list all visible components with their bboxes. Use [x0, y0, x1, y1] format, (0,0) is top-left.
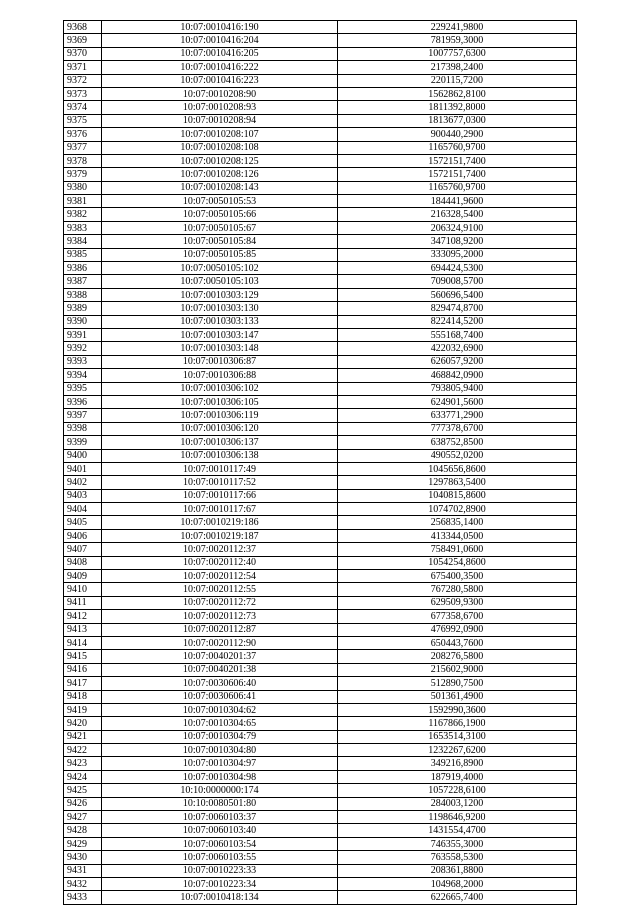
- table-row: [64, 797, 577, 810]
- cadastral-value: 206324,9100: [338, 221, 577, 234]
- row-number: 9422: [64, 744, 102, 757]
- table-row: [64, 570, 577, 583]
- cadastral-value: 1572151,7400: [338, 154, 577, 167]
- cadastral-number: 10:07:0010208:93: [102, 101, 338, 114]
- table-row: [64, 556, 577, 569]
- table-row: [64, 476, 577, 489]
- row-number: 9401: [64, 462, 102, 475]
- table-row: [64, 154, 577, 167]
- cadastral-value: 1232267,6200: [338, 744, 577, 757]
- cadastral-value: 217398,2400: [338, 61, 577, 74]
- table-row: [64, 141, 577, 154]
- row-number: 9368: [64, 21, 102, 34]
- table-row: [64, 101, 577, 114]
- cadastral-value: 468842,0900: [338, 369, 577, 382]
- cadastral-number: 10:07:0010208:126: [102, 168, 338, 181]
- row-number: 9379: [64, 168, 102, 181]
- row-number: 9393: [64, 355, 102, 368]
- row-number: 9414: [64, 636, 102, 649]
- row-number: 9408: [64, 556, 102, 569]
- cadastral-value: 413344,0500: [338, 529, 577, 542]
- cadastral-number: 10:07:0010208:125: [102, 154, 338, 167]
- table-row: [64, 529, 577, 542]
- cadastral-value: 829474,8700: [338, 302, 577, 315]
- row-number: 9427: [64, 811, 102, 824]
- cadastral-number: 10:07:0020112:37: [102, 543, 338, 556]
- table-row: [64, 677, 577, 690]
- cadastral-value: 512890,7500: [338, 677, 577, 690]
- table-row: [64, 275, 577, 288]
- table-row: [64, 328, 577, 341]
- cadastral-value: 256835,1400: [338, 516, 577, 529]
- table-row: [64, 21, 577, 34]
- cadastral-number: 10:07:0020112:90: [102, 636, 338, 649]
- table-row: [64, 74, 577, 87]
- cadastral-number: 10:07:0060103:37: [102, 811, 338, 824]
- row-number: 9385: [64, 248, 102, 261]
- cadastral-number: 10:10:0080501:80: [102, 797, 338, 810]
- cadastral-number: 10:07:0010303:129: [102, 288, 338, 301]
- row-number: 9397: [64, 409, 102, 422]
- cadastral-number: 10:07:0020112:73: [102, 610, 338, 623]
- row-number: 9410: [64, 583, 102, 596]
- row-number: 9375: [64, 114, 102, 127]
- cadastral-value: 347108,9200: [338, 235, 577, 248]
- cadastral-number: 10:07:0010304:98: [102, 770, 338, 783]
- table-row: [64, 583, 577, 596]
- table-body: [64, 21, 577, 905]
- cadastral-value-table: [63, 20, 577, 905]
- cadastral-number: 10:07:0010304:62: [102, 703, 338, 716]
- table-row: [64, 208, 577, 221]
- table-row: [64, 824, 577, 837]
- cadastral-number: 10:07:0050105:66: [102, 208, 338, 221]
- cadastral-number: 10:07:0010416:222: [102, 61, 338, 74]
- cadastral-number: 10:07:0060103:40: [102, 824, 338, 837]
- cadastral-value: 675400,3500: [338, 570, 577, 583]
- row-number: 9424: [64, 770, 102, 783]
- cadastral-value: 1592990,3600: [338, 703, 577, 716]
- table-row: [64, 87, 577, 100]
- row-number: 9423: [64, 757, 102, 770]
- cadastral-number: 10:07:0020112:72: [102, 596, 338, 609]
- row-number: 9425: [64, 784, 102, 797]
- table-row: [64, 770, 577, 783]
- row-number: 9384: [64, 235, 102, 248]
- cadastral-number: 10:07:0050105:67: [102, 221, 338, 234]
- cadastral-value: 633771,2900: [338, 409, 577, 422]
- cadastral-value: 187919,4000: [338, 770, 577, 783]
- row-number: 9386: [64, 262, 102, 275]
- cadastral-value: 900440,2900: [338, 128, 577, 141]
- row-number: 9429: [64, 837, 102, 850]
- row-number: 9398: [64, 422, 102, 435]
- row-number: 9405: [64, 516, 102, 529]
- table-row: [64, 422, 577, 435]
- cadastral-value: 555168,7400: [338, 328, 577, 341]
- cadastral-number: 10:07:0010303:130: [102, 302, 338, 315]
- row-number: 9373: [64, 87, 102, 100]
- cadastral-value: 1165760,9700: [338, 141, 577, 154]
- table-row: [64, 114, 577, 127]
- cadastral-value: 758491,0600: [338, 543, 577, 556]
- cadastral-number: 10:07:0010208:94: [102, 114, 338, 127]
- row-number: 9409: [64, 570, 102, 583]
- table-row: [64, 543, 577, 556]
- row-number: 9374: [64, 101, 102, 114]
- table-row: [64, 503, 577, 516]
- row-number: 9391: [64, 328, 102, 341]
- cadastral-value: 1040815,8600: [338, 489, 577, 502]
- cadastral-number: 10:07:0020112:87: [102, 623, 338, 636]
- row-number: 9411: [64, 596, 102, 609]
- table-row: [64, 489, 577, 502]
- row-number: 9388: [64, 288, 102, 301]
- cadastral-number: 10:07:0010117:49: [102, 462, 338, 475]
- table-row: [64, 195, 577, 208]
- cadastral-number: 10:07:0010306:87: [102, 355, 338, 368]
- cadastral-number: 10:07:0050105:53: [102, 195, 338, 208]
- table-row: [64, 703, 577, 716]
- cadastral-value: 1057228,6100: [338, 784, 577, 797]
- cadastral-value: 793805,9400: [338, 382, 577, 395]
- cadastral-number: 10:07:0010304:79: [102, 730, 338, 743]
- row-number: 9371: [64, 61, 102, 74]
- cadastral-number: 10:07:0050105:102: [102, 262, 338, 275]
- cadastral-value: 1054254,8600: [338, 556, 577, 569]
- table-row: [64, 744, 577, 757]
- row-number: 9417: [64, 677, 102, 690]
- table-row: [64, 623, 577, 636]
- row-number: 9372: [64, 74, 102, 87]
- cadastral-value: 781959,3000: [338, 34, 577, 47]
- cadastral-value: 694424,5300: [338, 262, 577, 275]
- cadastral-value: 1562862,8100: [338, 87, 577, 100]
- cadastral-value: 624901,5600: [338, 395, 577, 408]
- table-row: [64, 395, 577, 408]
- cadastral-value: 767280,5800: [338, 583, 577, 596]
- table-row: [64, 837, 577, 850]
- row-number: 9433: [64, 891, 102, 904]
- cadastral-number: 10:07:0010304:80: [102, 744, 338, 757]
- cadastral-number: 10:07:0010306:119: [102, 409, 338, 422]
- cadastral-number: 10:07:0060103:55: [102, 851, 338, 864]
- table-row: [64, 610, 577, 623]
- cadastral-number: 10:07:0010303:133: [102, 315, 338, 328]
- cadastral-number: 10:07:0060103:54: [102, 837, 338, 850]
- cadastral-value: 1167866,1900: [338, 717, 577, 730]
- row-number: 9419: [64, 703, 102, 716]
- cadastral-value: 777378,6700: [338, 422, 577, 435]
- cadastral-number: 10:07:0010416:223: [102, 74, 338, 87]
- row-number: 9390: [64, 315, 102, 328]
- cadastral-number: 10:07:0010416:190: [102, 21, 338, 34]
- cadastral-value: 349216,8900: [338, 757, 577, 770]
- cadastral-value: 560696,5400: [338, 288, 577, 301]
- cadastral-value: 215602,9000: [338, 663, 577, 676]
- row-number: 9404: [64, 503, 102, 516]
- cadastral-value: 1653514,3100: [338, 730, 577, 743]
- table-row: [64, 717, 577, 730]
- row-number: 9387: [64, 275, 102, 288]
- cadastral-number: 10:07:0020112:54: [102, 570, 338, 583]
- cadastral-value: 709008,5700: [338, 275, 577, 288]
- table-row: [64, 382, 577, 395]
- table-row: [64, 235, 577, 248]
- row-number: 9377: [64, 141, 102, 154]
- table-row: [64, 436, 577, 449]
- table-row: [64, 462, 577, 475]
- row-number: 9407: [64, 543, 102, 556]
- cadastral-number: 10:07:0010223:33: [102, 864, 338, 877]
- row-number: 9395: [64, 382, 102, 395]
- cadastral-number: 10:07:0010304:97: [102, 757, 338, 770]
- cadastral-value: 422032,6900: [338, 342, 577, 355]
- table-row: [64, 342, 577, 355]
- table-row: [64, 409, 577, 422]
- cadastral-value: 746355,3000: [338, 837, 577, 850]
- table-row: [64, 784, 577, 797]
- table-row: [64, 650, 577, 663]
- row-number: 9376: [64, 128, 102, 141]
- row-number: 9431: [64, 864, 102, 877]
- cadastral-number: 10:07:0010208:108: [102, 141, 338, 154]
- row-number: 9369: [64, 34, 102, 47]
- row-number: 9416: [64, 663, 102, 676]
- cadastral-number: 10:07:0030606:40: [102, 677, 338, 690]
- table-row: [64, 248, 577, 261]
- cadastral-value: 229241,9800: [338, 21, 577, 34]
- cadastral-value: 622665,7400: [338, 891, 577, 904]
- row-number: 9392: [64, 342, 102, 355]
- table-row: [64, 891, 577, 904]
- cadastral-number: 10:07:0010219:186: [102, 516, 338, 529]
- cadastral-number: 10:07:0040201:37: [102, 650, 338, 663]
- cadastral-number: 10:07:0020112:40: [102, 556, 338, 569]
- cadastral-value: 104968,2000: [338, 878, 577, 891]
- table-row: [64, 369, 577, 382]
- row-number: 9432: [64, 878, 102, 891]
- table-row: [64, 811, 577, 824]
- table-row: [64, 449, 577, 462]
- row-number: 9420: [64, 717, 102, 730]
- table-row: [64, 168, 577, 181]
- cadastral-number: 10:07:0010418:134: [102, 891, 338, 904]
- table-row: [64, 636, 577, 649]
- cadastral-value: 284003,1200: [338, 797, 577, 810]
- cadastral-number: 10:10:0000000:174: [102, 784, 338, 797]
- cadastral-number: 10:07:0010117:66: [102, 489, 338, 502]
- cadastral-value: 490552,0200: [338, 449, 577, 462]
- cadastral-number: 10:07:0010416:205: [102, 47, 338, 60]
- row-number: 9418: [64, 690, 102, 703]
- row-number: 9415: [64, 650, 102, 663]
- cadastral-number: 10:07:0050105:84: [102, 235, 338, 248]
- cadastral-value: 184441,9600: [338, 195, 577, 208]
- table-row: [64, 221, 577, 234]
- cadastral-value: 220115,7200: [338, 74, 577, 87]
- table-row: [64, 262, 577, 275]
- cadastral-value: 216328,5400: [338, 208, 577, 221]
- table-row: [64, 864, 577, 877]
- row-number: 9382: [64, 208, 102, 221]
- table-row: [64, 757, 577, 770]
- cadastral-value: 638752,8500: [338, 436, 577, 449]
- cadastral-number: 10:07:0010303:147: [102, 328, 338, 341]
- row-number: 9389: [64, 302, 102, 315]
- row-number: 9381: [64, 195, 102, 208]
- table-row: [64, 730, 577, 743]
- cadastral-number: 10:07:0010306:138: [102, 449, 338, 462]
- table-row: [64, 878, 577, 891]
- cadastral-value: 822414,5200: [338, 315, 577, 328]
- cadastral-value: 208361,8800: [338, 864, 577, 877]
- cadastral-number: 10:07:0040201:38: [102, 663, 338, 676]
- row-number: 9402: [64, 476, 102, 489]
- row-number: 9403: [64, 489, 102, 502]
- table-row: [64, 61, 577, 74]
- cadastral-value: 1198646,9200: [338, 811, 577, 824]
- row-number: 9370: [64, 47, 102, 60]
- table-row: [64, 302, 577, 315]
- cadastral-value: 677358,6700: [338, 610, 577, 623]
- row-number: 9399: [64, 436, 102, 449]
- cadastral-number: 10:07:0010208:143: [102, 181, 338, 194]
- cadastral-number: 10:07:0010219:187: [102, 529, 338, 542]
- table-row: [64, 315, 577, 328]
- cadastral-value: 1045656,8600: [338, 462, 577, 475]
- row-number: 9400: [64, 449, 102, 462]
- row-number: 9430: [64, 851, 102, 864]
- row-number: 9426: [64, 797, 102, 810]
- cadastral-value: 626057,9200: [338, 355, 577, 368]
- cadastral-value: 1813677,0300: [338, 114, 577, 127]
- cadastral-value: 650443,7600: [338, 636, 577, 649]
- cadastral-value: 501361,4900: [338, 690, 577, 703]
- row-number: 9413: [64, 623, 102, 636]
- cadastral-number: 10:07:0010304:65: [102, 717, 338, 730]
- cadastral-number: 10:07:0010306:105: [102, 395, 338, 408]
- table-row: [64, 596, 577, 609]
- cadastral-value: 1074702,8900: [338, 503, 577, 516]
- cadastral-number: 10:07:0050105:103: [102, 275, 338, 288]
- table-row: [64, 34, 577, 47]
- cadastral-number: 10:07:0010208:107: [102, 128, 338, 141]
- row-number: 9396: [64, 395, 102, 408]
- cadastral-value: 1572151,7400: [338, 168, 577, 181]
- table-row: [64, 128, 577, 141]
- cadastral-value: 1431554,4700: [338, 824, 577, 837]
- table-row: [64, 516, 577, 529]
- cadastral-value: 1297863,5400: [338, 476, 577, 489]
- cadastral-number: 10:07:0010306:120: [102, 422, 338, 435]
- table-row: [64, 288, 577, 301]
- table-row: [64, 355, 577, 368]
- row-number: 9412: [64, 610, 102, 623]
- cadastral-number: 10:07:0010117:52: [102, 476, 338, 489]
- cadastral-value: 208276,5800: [338, 650, 577, 663]
- cadastral-value: 1165760,9700: [338, 181, 577, 194]
- cadastral-number: 10:07:0010223:34: [102, 878, 338, 891]
- cadastral-number: 10:07:0020112:55: [102, 583, 338, 596]
- row-number: 9406: [64, 529, 102, 542]
- cadastral-number: 10:07:0010306:88: [102, 369, 338, 382]
- cadastral-number: 10:07:0010416:204: [102, 34, 338, 47]
- table-row: [64, 181, 577, 194]
- row-number: 9380: [64, 181, 102, 194]
- cadastral-value: 1007757,6300: [338, 47, 577, 60]
- cadastral-value: 763558,5300: [338, 851, 577, 864]
- row-number: 9421: [64, 730, 102, 743]
- cadastral-number: 10:07:0050105:85: [102, 248, 338, 261]
- cadastral-number: 10:07:0030606:41: [102, 690, 338, 703]
- cadastral-value: 629509,9300: [338, 596, 577, 609]
- table-row: [64, 47, 577, 60]
- cadastral-number: 10:07:0010306:137: [102, 436, 338, 449]
- cadastral-number: 10:07:0010117:67: [102, 503, 338, 516]
- cadastral-number: 10:07:0010208:90: [102, 87, 338, 100]
- row-number: 9394: [64, 369, 102, 382]
- table-row: [64, 663, 577, 676]
- table-row: [64, 690, 577, 703]
- cadastral-number: 10:07:0010306:102: [102, 382, 338, 395]
- row-number: 9383: [64, 221, 102, 234]
- table-row: [64, 851, 577, 864]
- cadastral-value: 476992,0900: [338, 623, 577, 636]
- cadastral-number: 10:07:0010303:148: [102, 342, 338, 355]
- row-number: 9378: [64, 154, 102, 167]
- cadastral-value: 333095,2000: [338, 248, 577, 261]
- row-number: 9428: [64, 824, 102, 837]
- cadastral-value: 1811392,8000: [338, 101, 577, 114]
